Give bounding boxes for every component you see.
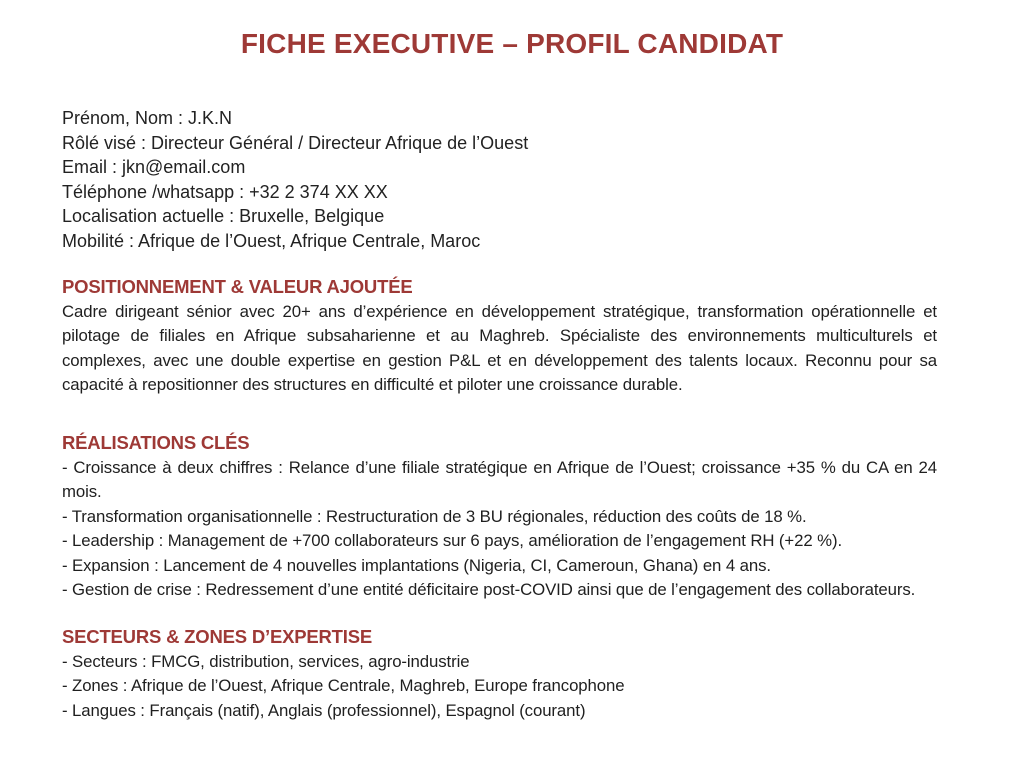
page-title: FICHE EXECUTIVE – PROFIL CANDIDAT (240, 28, 784, 59)
bullet-leadership: - Leadership : Management de +700 collaborateurs sur 6 pays, amélioration de l’engagement RH (+22 %). (62, 531, 843, 551)
contact-block (62, 106, 937, 254)
content-area (62, 106, 937, 723)
section-positionnement-paragraph: Cadre dirigeant sénior avec 20+ ans d’expérience en développement stratégique, transformation opérationnelle et pilotage de filiales en Afrique subsaharienne et au Maghreb. Spécialiste des environnements multiculturels et complexes, avec une double expertise en gestion P&L et en développement des talents locaux. Reconnu pour sa capacité à repositionner des structures en difficulté et piloter une croissance durable. (62, 301, 937, 395)
section-positionnement (62, 275, 937, 398)
section-secteurs-bullets (62, 650, 937, 724)
contact-line-mobility: Mobilité : Afrique de l’Ouest, Afrique Centrale, Maroc (62, 230, 481, 251)
bullet-secteurs: - Secteurs : FMCG, distribution, services, agro-industrie (62, 651, 470, 671)
bullet-croissance: - Croissance à deux chiffres : Relance d’une filiale stratégique en Afrique de l’Ouest; croissance +35 % du CA en 24 mois. (62, 457, 937, 502)
contact-line-email: Email : jkn@email.com (62, 157, 246, 178)
bullet-langues: - Langues : Français (natif), Anglais (professionnel), Espagnol (courant) (62, 700, 586, 720)
section-realisations-bullets (62, 456, 937, 603)
section-secteurs-heading: SECTEURS & ZONES D’EXPERTISE (62, 625, 372, 647)
contact-line-role: Rôlé visé : Directeur Général / Directeur Afrique de l’Ouest (62, 132, 529, 153)
section-secteurs (62, 625, 937, 724)
bullet-zones: - Zones : Afrique de l’Ouest, Afrique Centrale, Maghreb, Europe francophone (62, 676, 625, 696)
bullet-gestion-de-crise: - Gestion de crise : Redressement d’une entité déficitaire post-COVID ainsi que de l’engagement des collaborateurs. (62, 580, 916, 600)
bullet-expansion: - Expansion : Lancement de 4 nouvelles implantations (Nigeria, CI, Cameroun, Ghana) en 4 ans. (62, 555, 771, 575)
bullet-transformation: - Transformation organisationnelle : Restructuration de 3 BU régionales, réduction des coûts de 18 %. (62, 506, 807, 526)
contact-line-name: Prénom, Nom : J.K.N (62, 108, 233, 128)
section-positionnement-heading: POSITIONNEMENT & VALEUR AJOUTÉE (62, 275, 413, 297)
contact-line-location: Localisation actuelle : Bruxelle, Belgique (62, 206, 385, 227)
contact-line-phone: Téléphone /whatsapp : +32 2 374 XX XX (62, 181, 388, 202)
section-realisations (62, 431, 937, 603)
section-realisations-heading: RÉALISATIONS CLÉS (62, 431, 250, 453)
